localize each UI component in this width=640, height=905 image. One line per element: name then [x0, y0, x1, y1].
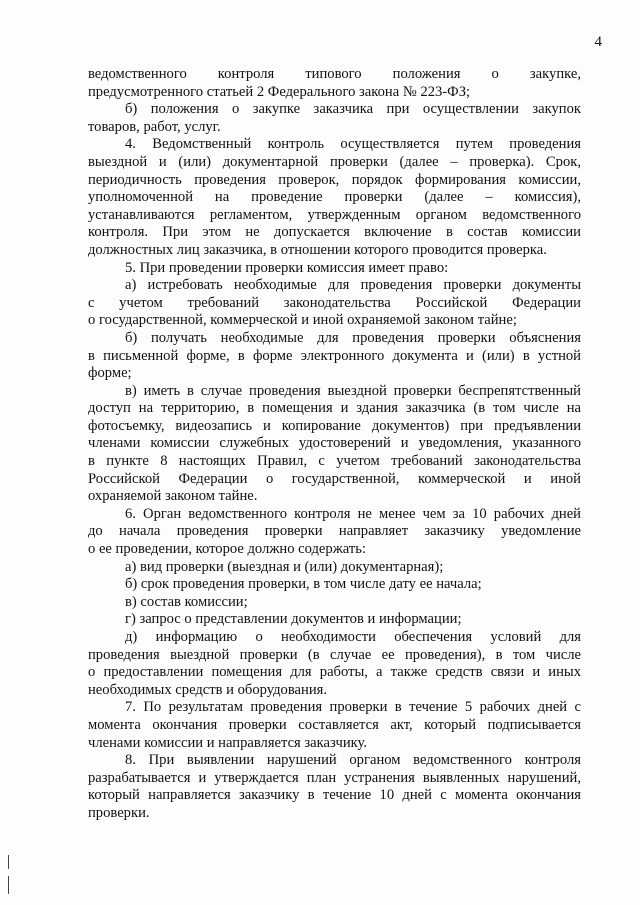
text-line: проведения выездной проверки (в случае ее проведения), в том числе [88, 646, 581, 663]
text-line: о ее проведении, которое должно содержать: [88, 541, 366, 558]
text-line: необходимых средств и оборудования. [88, 681, 328, 698]
text-line: в пункте 8 настоящих Правил, с учетом требований законодательства [88, 453, 581, 470]
margin-mark [8, 855, 9, 869]
text-line: ведомственного контроля типового положения о закупке, [88, 66, 581, 82]
text-line: устанавливаются регламентом, утвержденным органом ведомственного [88, 206, 581, 223]
text-line: в) состав комиссии; [125, 593, 248, 610]
margin-mark [8, 876, 9, 894]
text-line: до начала проведения проверки направляет заказчику уведомление [88, 523, 581, 540]
text-line: б) получать необходимые для проведения проверки объяснения [125, 329, 581, 346]
text-line: б) срок проведения проверки, в том числе дату ее начала; [125, 576, 482, 593]
text-line: контроля. При этом не допускается включение в состав комиссии [88, 224, 581, 241]
text-line: 5. При проведении проверки комиссия имеет право: [125, 259, 449, 276]
text-line: охраняемой законом тайне. [88, 488, 258, 505]
text-line: товаров, работ, услуг. [88, 118, 221, 135]
page-number: 4 [594, 34, 602, 50]
text-line: момента окончания проверки составляется акт, который подписывается [88, 716, 581, 733]
text-line: членами комиссии и направляется заказчику. [88, 734, 367, 751]
text-line: выездной и (или) документарной проверки (далее – проверка). Срок, [88, 153, 581, 170]
text-line: б) положения о закупке заказчика при осуществлении закупок [125, 101, 581, 118]
text-line: Российской Федерации о государственной, коммерческой и иной [88, 470, 581, 487]
text-line: 7. По результатам проведения проверки в течение 5 рабочих дней с [125, 699, 581, 716]
text-line: г) запрос о представлении документов и информации; [125, 611, 462, 628]
text-line: должностных лиц заказчика, в отношении которого проводится проверка. [88, 241, 547, 258]
document-body [88, 66, 581, 823]
text-line: доступ на территорию, в помещения и здания заказчика (в том числе на [88, 400, 581, 417]
text-line: разрабатывается и утверждается план устранения выявленных нарушений, [88, 769, 581, 786]
text-line: 6. Орган ведомственного контроля не менее чем за 10 рабочих дней [125, 505, 581, 522]
text-line: периодичность проведения проверок, порядок формирования комиссии, [88, 171, 581, 188]
text-line: форме; [88, 365, 132, 382]
text-line: предусмотренного статьей 2 Федерального закона № 223-ФЗ; [88, 83, 471, 100]
text-line: уполномоченной на проведение проверки (далее – комиссия), [88, 189, 581, 206]
text-line: проверки. [88, 804, 150, 821]
text-line: в письменной форме, в форме электронного документа и (или) в устной [88, 347, 581, 364]
text-line: фотосъемку, видеозапись и копирование документов) при предъявлении [88, 417, 581, 434]
text-line: о предоставлении помещения для работы, а также средств связи и иных [88, 664, 581, 681]
text-line: о государственной, коммерческой и иной охраняемой законом тайне; [88, 312, 517, 329]
text-line: а) вид проверки (выездная и (или) документарная); [125, 558, 444, 575]
text-line: 4. Ведомственный контроль осуществляется путем проведения [125, 136, 581, 153]
text-line: который направляется заказчику в течение 10 дней с момента окончания [88, 787, 581, 804]
text-line: членами комиссии служебных удостоверений и уведомления, указанного [88, 435, 581, 452]
text-line: а) истребовать необходимые для проведения проверки документы [125, 277, 581, 294]
text-line: 8. При выявлении нарушений органом ведомственного контроля [125, 752, 581, 769]
text-line: с учетом требований законодательства Российской Федерации [88, 294, 581, 311]
text-line: д) информацию о необходимости обеспечения условий для [125, 629, 581, 645]
text-line: в) иметь в случае проведения выездной проверки беспрепятственный [125, 382, 581, 399]
